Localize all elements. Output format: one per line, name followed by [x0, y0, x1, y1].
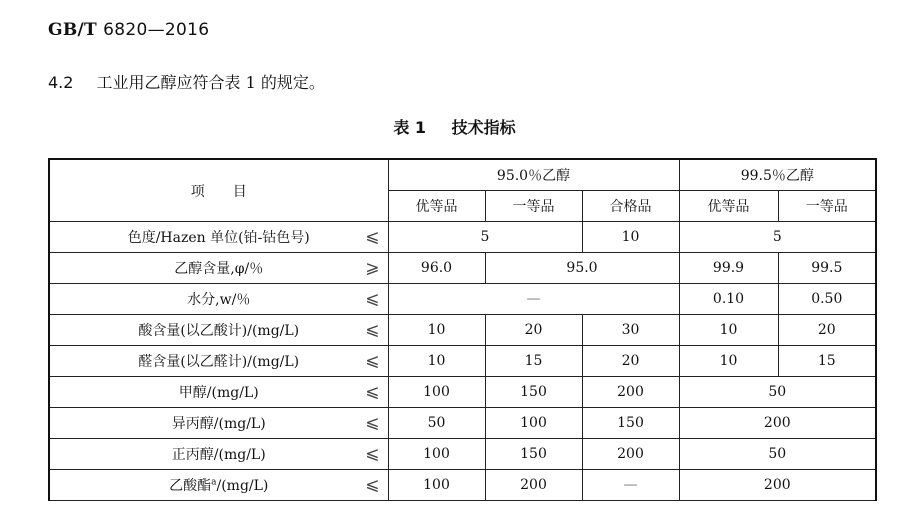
table-row	[49, 439, 876, 470]
comparison-symbol: ⩽	[365, 289, 380, 309]
table-row	[49, 222, 876, 253]
item-cell	[49, 470, 388, 501]
grade-cell: 合格品	[582, 191, 679, 222]
value-cell: 0.50	[778, 284, 876, 315]
table-number: 表 1	[393, 118, 427, 137]
value-cell: 10	[582, 222, 679, 253]
item-label: 水分,w/％	[187, 292, 251, 308]
value-cell: 200	[679, 408, 876, 439]
item-cell	[49, 408, 388, 439]
value-cell: 0.10	[679, 284, 778, 315]
value-cell: 150	[485, 377, 582, 408]
table-title	[0, 115, 909, 138]
grade-cell: 一等品	[485, 191, 582, 222]
value-cell: 50	[679, 377, 876, 408]
grade-cell: 优等品	[388, 191, 485, 222]
clause-paragraph	[48, 70, 325, 93]
value-cell: 10	[679, 346, 778, 377]
value-cell: 5	[679, 222, 876, 253]
table-row	[49, 377, 876, 408]
value-cell: 30	[582, 315, 679, 346]
value-cell: —	[388, 284, 679, 315]
item-label: 色度/Hazen 单位(铂-钴色号)	[127, 230, 310, 246]
value-cell: 100	[485, 408, 582, 439]
item-cell	[49, 253, 388, 284]
item-cell	[49, 284, 388, 315]
table-row	[49, 346, 876, 377]
value-cell: 20	[582, 346, 679, 377]
value-cell: 95.0	[485, 253, 679, 284]
value-cell: 99.9	[679, 253, 778, 284]
value-cell: 100	[388, 377, 485, 408]
table-row	[49, 408, 876, 439]
item-label: 酸含量(以乙酸计)/(mg/L)	[138, 323, 300, 339]
comparison-symbol: ⩾	[365, 258, 380, 278]
standard-prefix: GB/T	[48, 20, 97, 40]
value-cell: 150	[582, 408, 679, 439]
item-label: 乙酸酯	[169, 478, 212, 494]
comparison-symbol: ⩽	[365, 475, 380, 495]
value-cell: 150	[485, 439, 582, 470]
value-cell: 200	[485, 470, 582, 501]
value-cell: 20	[485, 315, 582, 346]
spec-table	[48, 158, 877, 501]
value-cell: 100	[388, 470, 485, 501]
grade-cell: 优等品	[679, 191, 778, 222]
comparison-symbol: ⩽	[365, 444, 380, 464]
group-header-995: 99.5％乙醇	[679, 159, 876, 191]
value-cell: 10	[679, 315, 778, 346]
value-cell: 99.5	[778, 253, 876, 284]
value-cell: 200	[582, 377, 679, 408]
item-cell	[49, 346, 388, 377]
comparison-symbol: ⩽	[365, 413, 380, 433]
item-label: 醛含量(以乙醛计)/(mg/L)	[138, 354, 300, 370]
item-label: 乙醇含量,φ/％	[174, 261, 264, 277]
value-cell: 10	[388, 346, 485, 377]
item-cell	[49, 315, 388, 346]
value-cell: 50	[388, 408, 485, 439]
comparison-symbol: ⩽	[365, 382, 380, 402]
clause-text: 工业用乙醇应符合表 1 的规定。	[96, 73, 325, 92]
item-label: 正丙醇/(mg/L)	[171, 447, 266, 463]
item-unit: /(mg/L)	[216, 478, 269, 494]
comparison-symbol: ⩽	[365, 351, 380, 371]
value-cell: 10	[388, 315, 485, 346]
item-cell	[49, 222, 388, 253]
value-cell: 200	[582, 439, 679, 470]
group-header-950: 95.0％乙醇	[388, 159, 679, 191]
item-cell	[49, 377, 388, 408]
standard-number: 6820—2016	[103, 20, 210, 40]
comparison-symbol: ⩽	[365, 227, 380, 247]
item-label: 异丙醇/(mg/L)	[171, 416, 266, 432]
grade-cell: 一等品	[778, 191, 876, 222]
value-cell: 50	[679, 439, 876, 470]
value-cell: 200	[679, 470, 876, 501]
table-row	[49, 315, 876, 346]
table-caption: 技术指标	[451, 118, 516, 137]
table-header-row	[49, 159, 876, 191]
value-cell: 20	[778, 315, 876, 346]
value-cell: —	[582, 470, 679, 501]
value-cell: 5	[388, 222, 582, 253]
value-cell: 15	[485, 346, 582, 377]
value-cell: 15	[778, 346, 876, 377]
table-row	[49, 253, 876, 284]
item-header-cell: 项 目	[49, 159, 388, 222]
standard-code	[48, 20, 209, 40]
table-row	[49, 284, 876, 315]
table-row	[49, 470, 876, 501]
value-cell: 96.0	[388, 253, 485, 284]
item-label: 甲醇/(mg/L)	[178, 385, 259, 401]
item-cell	[49, 439, 388, 470]
value-cell: 100	[388, 439, 485, 470]
footnote-marker: a	[211, 477, 217, 488]
clause-number: 4.2	[48, 73, 74, 92]
comparison-symbol: ⩽	[365, 320, 380, 340]
